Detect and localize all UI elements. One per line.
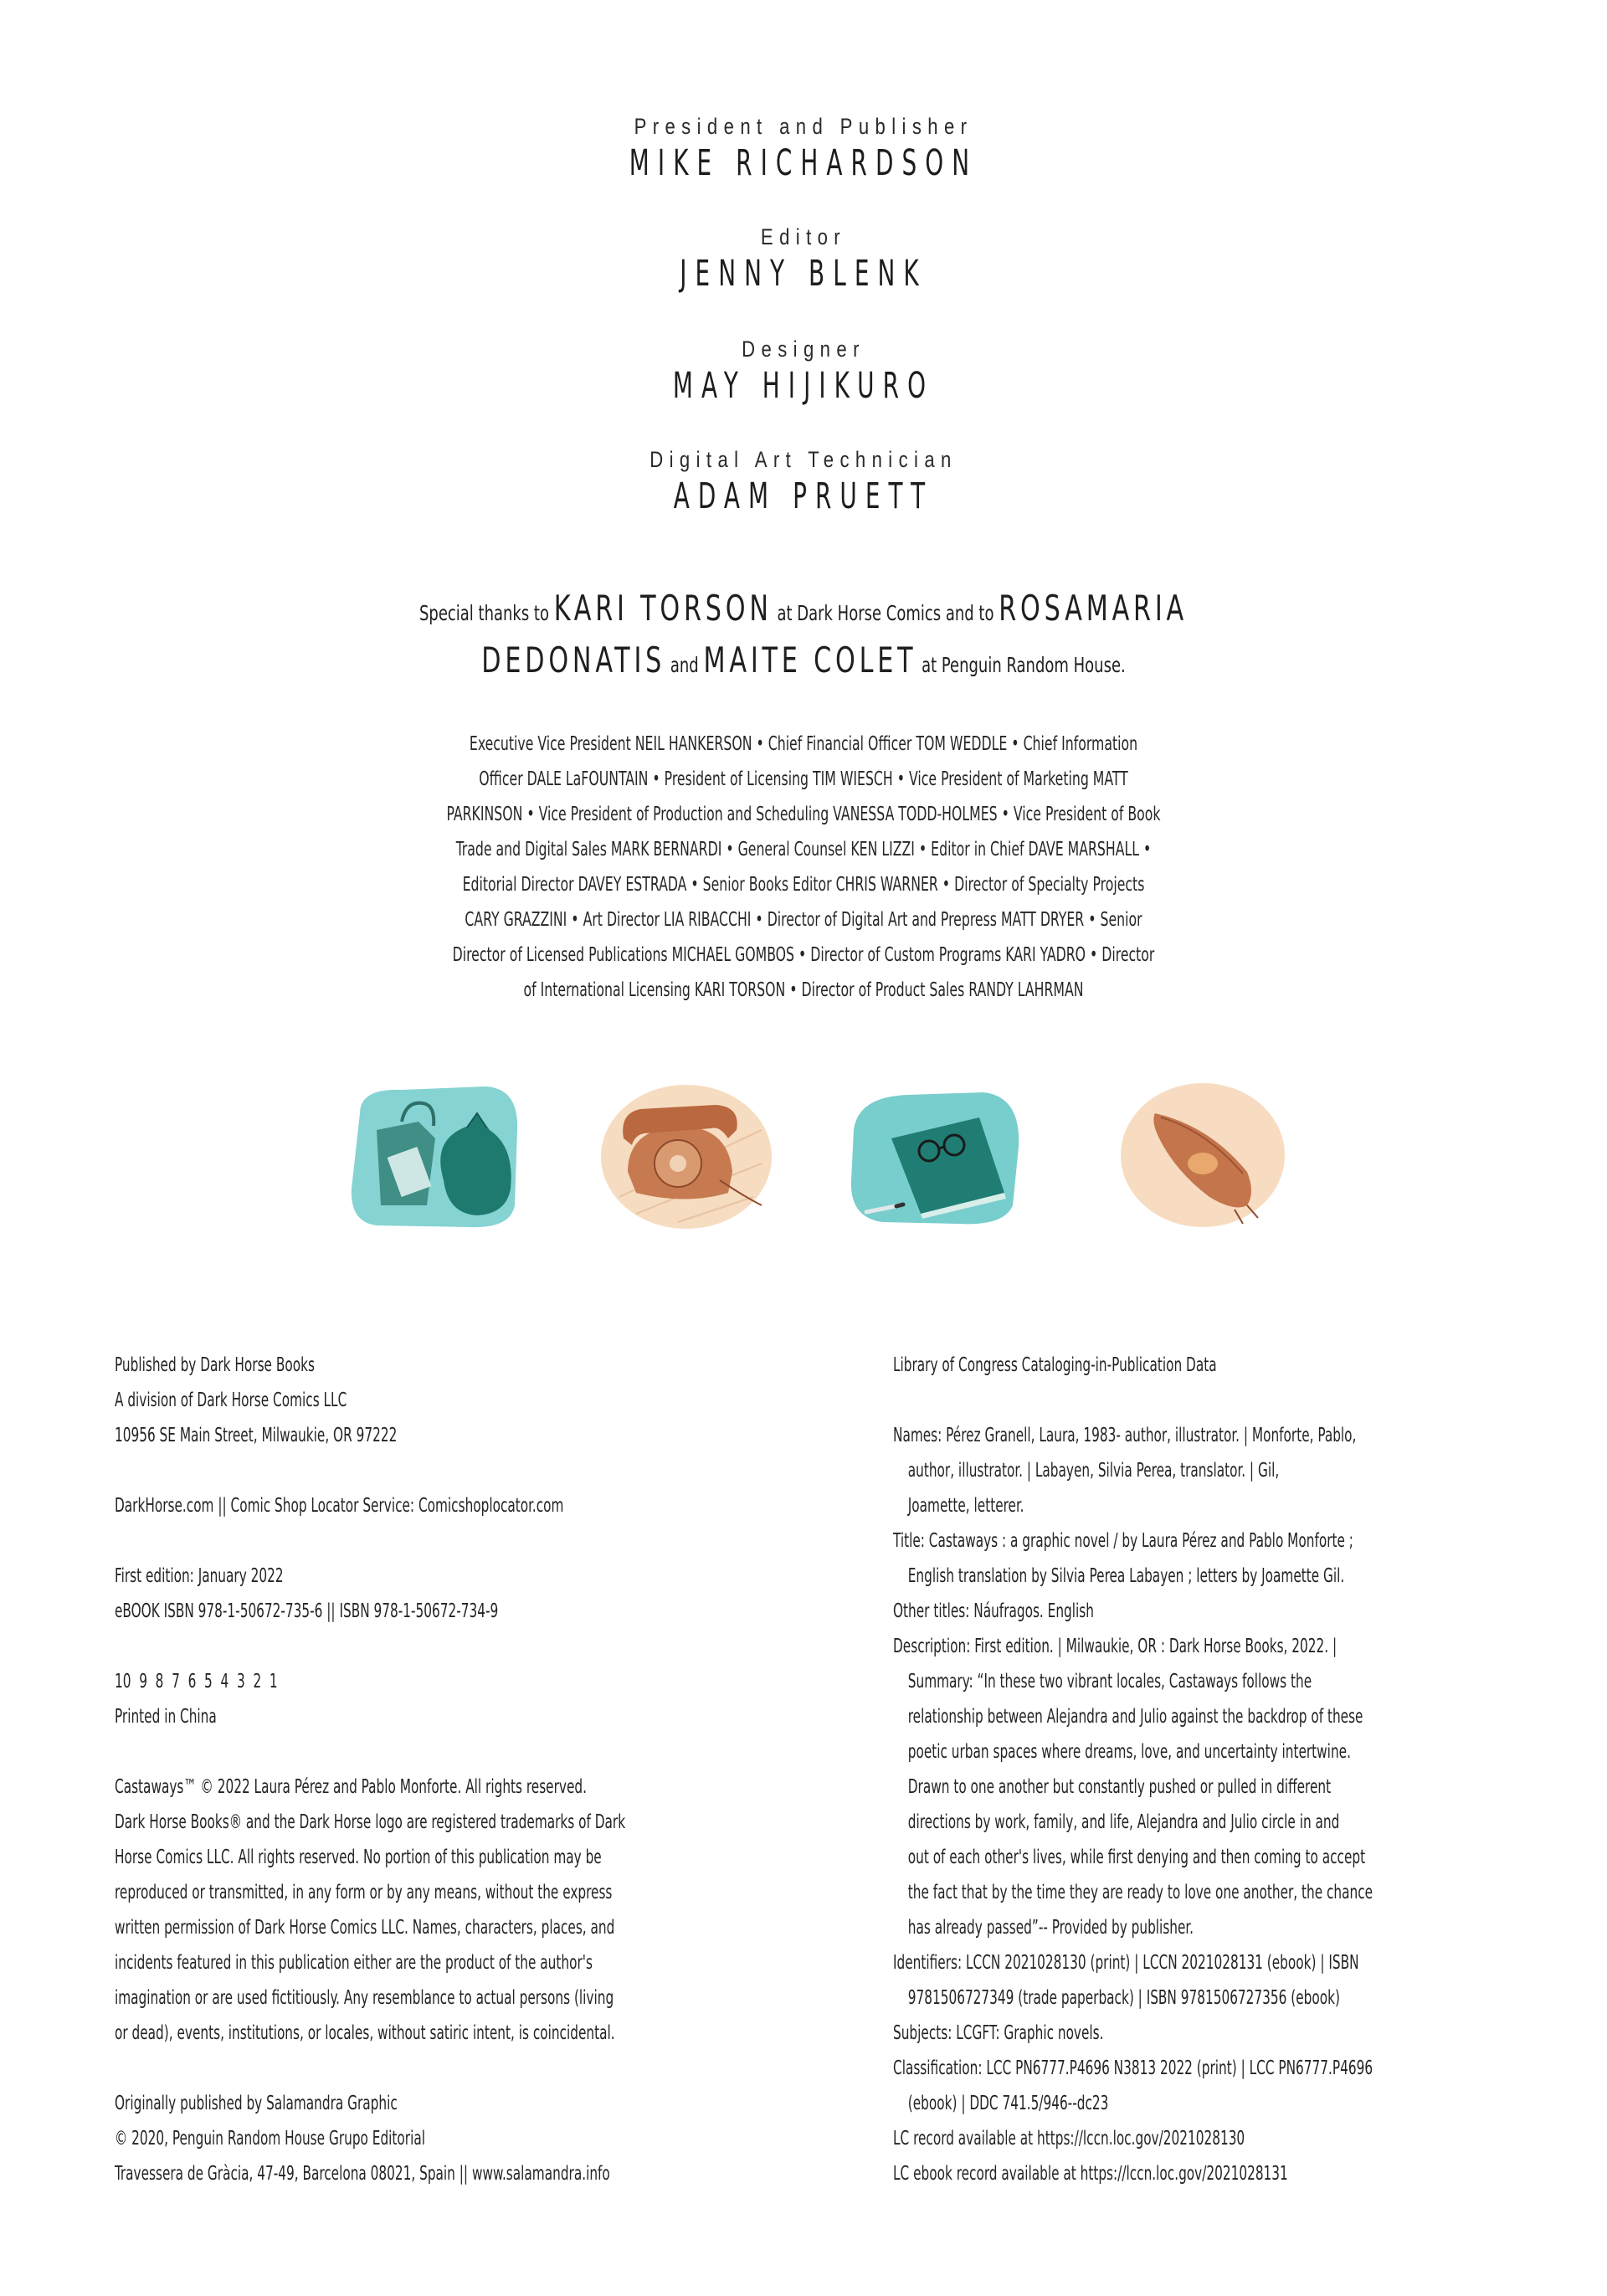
printed-in-line: Printed in China <box>115 1706 217 1728</box>
website-line: DarkHorse.com || Comic Shop Locator Service: Comicshoplocator.com <box>115 1495 564 1517</box>
copyright-line: reproduced or transmitted, in any form or by any means, without the express <box>115 1882 613 1903</box>
cip-entry-line: Description: First edition. | Milwaukie, OR : Dark Horse Books, 2022. | <box>893 1636 1337 1657</box>
thanks-text: Special thanks to <box>418 601 549 625</box>
cip-entry-line: Names: Pérez Granell, Laura, 1983- author, illustrator. | Monforte, Pablo, <box>893 1425 1357 1446</box>
copyright-line: Horse Comics LLC. All rights reserved. No portion of this publication may be <box>115 1847 602 1868</box>
cip-entry-line: Identifiers: LCCN 2021028130 (print) | LCCN 2021028131 (ebook) | ISBN <box>893 1952 1359 1974</box>
publisher-line: 10956 SE Main Street, Milwaukie, OR 97222 <box>115 1425 398 1446</box>
special-thanks <box>402 581 1205 693</box>
staff-line: Executive Vice President NEIL HANKERSON • Chief Financial Officer TOM WEDDLE • Chief Information <box>469 733 1138 755</box>
thanks-name: MAITE COLET <box>703 639 917 681</box>
role-label: Digital Art Technician <box>649 447 958 472</box>
person-name: MIKE RICHARDSON <box>629 142 978 184</box>
staff-line: Editorial Director DAVEY ESTRADA • Senior Books Editor CHRIS WARNER • Director of Specialty Projects <box>462 874 1145 896</box>
bags-illustration <box>343 1080 527 1230</box>
cip-entry-line: Title: Castaways : a graphic novel / by Laura Pérez and Pablo Monforte ; <box>893 1530 1353 1552</box>
person-name: MAY HIJIKURO <box>672 365 935 407</box>
cip-entry-line: LC ebook record available at https://lccn.loc.gov/2021028131 <box>893 2163 1288 2185</box>
copyright-line: Castaways™ © 2022 Laura Pérez and Pablo Monforte. All rights reserved. <box>115 1776 587 1798</box>
cip-entry-continuation: poetic urban spaces where dreams, love, and uncertainty intertwine. <box>907 1741 1351 1763</box>
cip-entry-continuation: Joamette, letterer. <box>907 1495 1024 1517</box>
cip-entry-continuation: out of each other's lives, while first denying and then coming to accept <box>907 1847 1366 1868</box>
cip-entries <box>893 1418 1549 2191</box>
printing-number-line: 10 9 8 7 6 5 4 3 2 1 <box>115 1671 278 1692</box>
edition-line: First edition: January 2022 <box>115 1565 284 1587</box>
credit-digital-art <box>0 445 1607 519</box>
original-publisher-line: Originally published by Salamandra Graphic <box>115 2093 398 2114</box>
credit-editor <box>0 223 1607 296</box>
role-label: President and Publisher <box>634 114 973 139</box>
thanks-text: and <box>670 653 699 677</box>
cip-entry-continuation: Summary: “In these two vibrant locales, Castaways follows the <box>907 1671 1312 1692</box>
cip-entry-continuation: Drawn to one another but constantly pushed or pulled in different <box>907 1776 1332 1798</box>
thanks-name: KARI TORSON <box>553 588 773 629</box>
cip-entry-continuation: the fact that by the time they are ready to love one another, the chance <box>907 1882 1373 1903</box>
pastry-illustration <box>1109 1080 1293 1230</box>
copyright-line: incidents featured in this publication either are the product of the author's <box>115 1952 593 1974</box>
person-name: JENNY BLENK <box>680 253 927 295</box>
staff-line: Director of Licensed Publications MICHAEL GOMBOS • Director of Custom Programs KARI YADRO • Director <box>452 944 1155 966</box>
cip-entry-line: Other titles: Náufragos. English <box>893 1600 1094 1622</box>
thanks-name: ROSAMARIA <box>999 588 1189 629</box>
staff-line: CARY GRAZZINI • Art Director LIA RIBACCHI • Director of Digital Art and Prepress MATT DRYER • Senior <box>465 909 1142 931</box>
cip-entry-line: LC record available at https://lccn.loc.gov/2021028130 <box>893 2128 1245 2150</box>
credit-president <box>0 112 1607 186</box>
cip-entry-continuation: English translation by Silvia Perea Labayen ; letters by Joamette Gil. <box>907 1565 1345 1587</box>
cip-data <box>893 1348 1549 2191</box>
copyright-line: Dark Horse Books® and the Dark Horse logo are registered trademarks of Dark <box>115 1811 626 1833</box>
cip-entry-continuation: (ebook) | DDC 741.5/946--dc23 <box>907 2093 1109 2114</box>
staff-list <box>422 727 1185 1008</box>
cip-entry-line: Subjects: LCGFT: Graphic novels. <box>893 2022 1104 2044</box>
person-name: ADAM PRUETT <box>673 475 934 517</box>
copyright-line: written permission of Dark Horse Comics LLC. Names, characters, places, and <box>115 1917 615 1939</box>
staff-line: PARKINSON • Vice President of Production and Scheduling VANESSA TODD-HOLMES • Vice President of Book <box>446 804 1161 825</box>
cip-entry-continuation: has already passed”-- Provided by publisher. <box>907 1917 1194 1939</box>
cip-entry-continuation: relationship between Alejandra and Julio against the backdrop of these <box>907 1706 1363 1728</box>
copyright-line: or dead), events, institutions, or locales, without satiric intent, is coincidental. <box>115 2022 615 2044</box>
staff-line: Trade and Digital Sales MARK BERNARDI • General Counsel KEN LIZZI • Editor in Chief DAVE MARSHALL • <box>455 839 1152 860</box>
cip-entry-continuation: author, illustrator. | Labayen, Silvia Perea, translator. | Gil, <box>907 1460 1280 1482</box>
original-publisher-line: © 2020, Penguin Random House Grupo Editorial <box>115 2128 425 2150</box>
role-label: Designer <box>742 336 865 362</box>
publishing-info <box>115 1348 762 2191</box>
publisher-line: Published by Dark Horse Books <box>115 1354 315 1376</box>
staff-line: of International Licensing KARI TORSON • Director of Product Sales RANDY LAHRMAN <box>523 979 1084 1001</box>
publisher-line: A division of Dark Horse Comics LLC <box>115 1389 347 1411</box>
book-and-glasses-illustration <box>841 1080 1025 1230</box>
cip-entry-continuation: 9781506727349 (trade paperback) | ISBN 9781506727356 (ebook) <box>907 1987 1340 2009</box>
isbn-line: eBOOK ISBN 978-1-50672-735-6 || ISBN 978-1-50672-734-9 <box>115 1600 499 1622</box>
cip-entry-continuation: directions by work, family, and life, Alejandra and Julio circle in and <box>907 1811 1340 1833</box>
role-label: Editor <box>760 224 847 249</box>
thanks-text: at Penguin Random House. <box>922 653 1126 677</box>
credit-designer <box>0 335 1607 408</box>
original-publisher-line: Travessera de Gràcia, 47-49, Barcelona 08021, Spain || www.salamandra.info <box>115 2163 610 2185</box>
copyright-line: imagination or are used fictitiously. Any resemblance to actual persons (living <box>115 1987 614 2009</box>
cip-heading: Library of Congress Cataloging-in-Publication Data <box>893 1354 1217 1376</box>
staff-line: Officer DALE LaFOUNTAIN • President of Licensing TIM WIESCH • Vice President of Marketing MATT <box>479 768 1128 790</box>
rotary-phone-illustration <box>594 1080 778 1230</box>
cip-entry-line: Classification: LCC PN6777.P4696 N3813 2022 (print) | LCC PN6777.P4696 <box>893 2057 1373 2079</box>
thanks-name: DEDONATIS <box>481 639 666 681</box>
thanks-text: at Dark Horse Comics and to <box>777 601 994 625</box>
